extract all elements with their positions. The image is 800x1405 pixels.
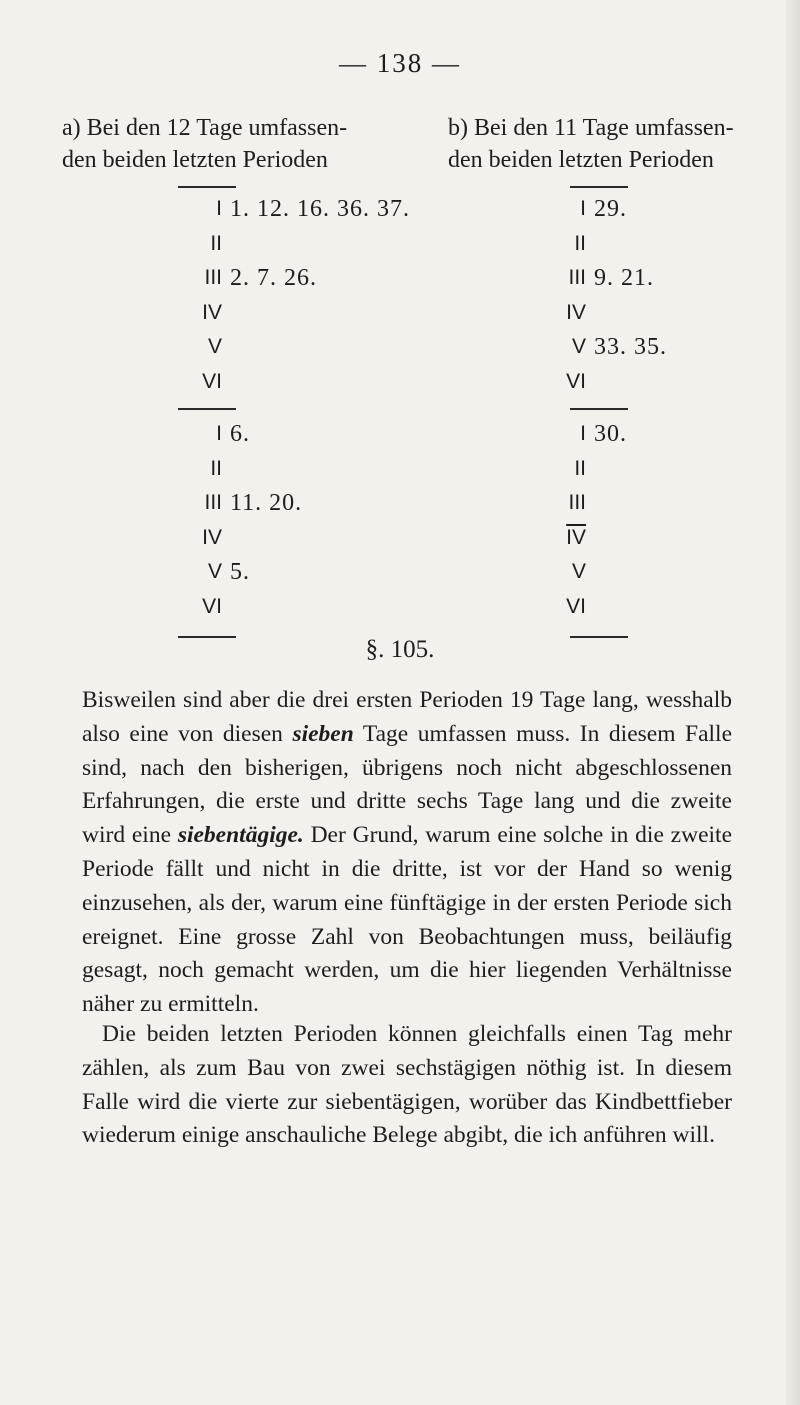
row-numeral: II — [210, 456, 222, 480]
table-row — [542, 227, 800, 262]
table-row — [178, 365, 518, 400]
paragraph-1-text: Tage umfassen muss. In diesem Falle sind, nach den bisherigen, übrigens noch nicht abgeschlossenen Erfahrungen, die erste und dritte sechs Tage lang und die zweite wird eine — [82, 720, 733, 849]
table-row — [178, 330, 518, 365]
column-a-heading-line1: a) Bei den 12 Tage umfassen- — [62, 115, 348, 141]
row-values — [586, 486, 594, 521]
column-b-heading-line1: b) Bei den 11 Tage umfassen- — [448, 115, 734, 141]
row-numeral: II — [574, 456, 586, 480]
table-a — [178, 186, 518, 638]
table-rule — [178, 186, 236, 188]
row-numeral: III — [204, 491, 222, 514]
row-numeral: V — [207, 560, 222, 583]
column-a-heading — [62, 112, 347, 176]
row-values — [222, 296, 230, 331]
row-values: 5. — [230, 559, 250, 585]
row-numeral: IV — [202, 525, 222, 549]
paragraph-1 — [82, 684, 732, 1022]
row-values: 1. 12. 16. 36. 37. — [230, 196, 410, 222]
table-row — [542, 486, 800, 521]
row-numeral: II — [574, 231, 586, 255]
row-numeral: III — [568, 491, 586, 514]
row-numeral: VI — [202, 369, 222, 393]
table-row — [178, 452, 518, 487]
table-row — [178, 590, 518, 625]
paragraph-1-text: Der Grund, warum eine solche in die zweite Periode fällt und nicht in die dritte, ist vor der Hand so wenig einzusehen, als der, warum eine fünftägige in der ersten Periode sich ereignet. Eine grosse Zahl von Beobachtungen muss, beiläufig gesagt, noch gemacht werden, um die hier liegenden Verhältnisse näher zu ermitteln. — [82, 822, 733, 1018]
row-values: 29. — [594, 196, 627, 222]
table-row — [542, 590, 800, 625]
table-row — [178, 521, 518, 556]
row-values: 11. 20. — [230, 490, 303, 516]
table-row — [178, 555, 518, 590]
table-row — [542, 261, 800, 296]
table-row — [178, 192, 518, 227]
table-row — [178, 486, 518, 521]
table-rule — [570, 186, 628, 188]
row-values: 6. — [230, 421, 250, 447]
row-values — [586, 590, 594, 625]
row-values — [586, 227, 594, 262]
section-title: §. 105. — [365, 636, 435, 663]
row-numeral: V — [207, 335, 222, 358]
paragraph-2: Die beiden letzten Perioden können gleichfalls einen Tag mehr zählen, als zum Bau von zwei sechstägigen nöthig ist. In diesem Falle wird die vierte zur siebentägigen, worüber das Kindbettfieber wiederum einige anschauliche Belege abgibt, die ich anführen will. — [82, 1021, 732, 1149]
row-values — [586, 296, 594, 331]
row-numeral: III — [568, 266, 586, 289]
row-values: 2. 7. 26. — [230, 265, 317, 291]
emphasis-word: sieben — [292, 720, 354, 747]
table-row — [542, 365, 800, 400]
table-row — [178, 417, 518, 452]
table-row — [542, 521, 800, 556]
row-numeral: IV — [202, 300, 222, 324]
row-values: 30. — [594, 421, 627, 447]
column-b-heading-line2: den beiden letzten Perioden — [448, 147, 714, 173]
column-a-heading-line2: den beiden letzten Perioden — [62, 147, 328, 173]
row-numeral: II — [210, 231, 222, 255]
paragraph-1-text: Bisweilen sind aber die drei ersten Perioden 19 Tage lang, wesshalb also eine von diesen — [82, 687, 732, 747]
row-values — [222, 365, 230, 400]
table-rule — [178, 408, 236, 410]
column-b-heading — [448, 112, 734, 176]
row-numeral: V — [571, 335, 586, 358]
row-values: 9. 21. — [594, 265, 654, 291]
row-numeral: V — [571, 560, 586, 583]
table-row — [542, 417, 800, 452]
table-row — [542, 330, 800, 365]
table-row — [178, 227, 518, 262]
row-numeral: I — [216, 422, 222, 445]
table-row — [542, 555, 800, 590]
row-numeral: VI — [202, 594, 222, 618]
table-row — [178, 296, 518, 331]
row-numeral: $\overline{IV}$ — [566, 525, 586, 549]
row-numeral: III — [204, 266, 222, 289]
row-values — [586, 365, 594, 400]
row-values — [222, 521, 230, 556]
table-row — [542, 192, 800, 227]
row-values — [222, 227, 230, 262]
table-row — [178, 261, 518, 296]
row-numeral: I — [216, 197, 222, 220]
emphasis-word: siebentägige. — [177, 822, 304, 849]
table-rule — [570, 408, 628, 410]
row-numeral: VI — [566, 369, 586, 393]
row-numeral: I — [580, 197, 586, 220]
row-values — [586, 555, 594, 590]
row-values — [222, 452, 230, 487]
table-row — [542, 452, 800, 487]
row-values — [222, 590, 230, 625]
row-numeral: IV — [566, 300, 586, 324]
row-values: 33. 35. — [594, 334, 667, 360]
table-b — [542, 186, 800, 638]
row-values — [586, 521, 594, 556]
page-number: — 138 — — [339, 48, 461, 78]
row-values — [222, 330, 230, 365]
row-values — [586, 452, 594, 487]
row-numeral: I — [580, 422, 586, 445]
row-numeral: VI — [566, 594, 586, 618]
table-row — [542, 296, 800, 331]
